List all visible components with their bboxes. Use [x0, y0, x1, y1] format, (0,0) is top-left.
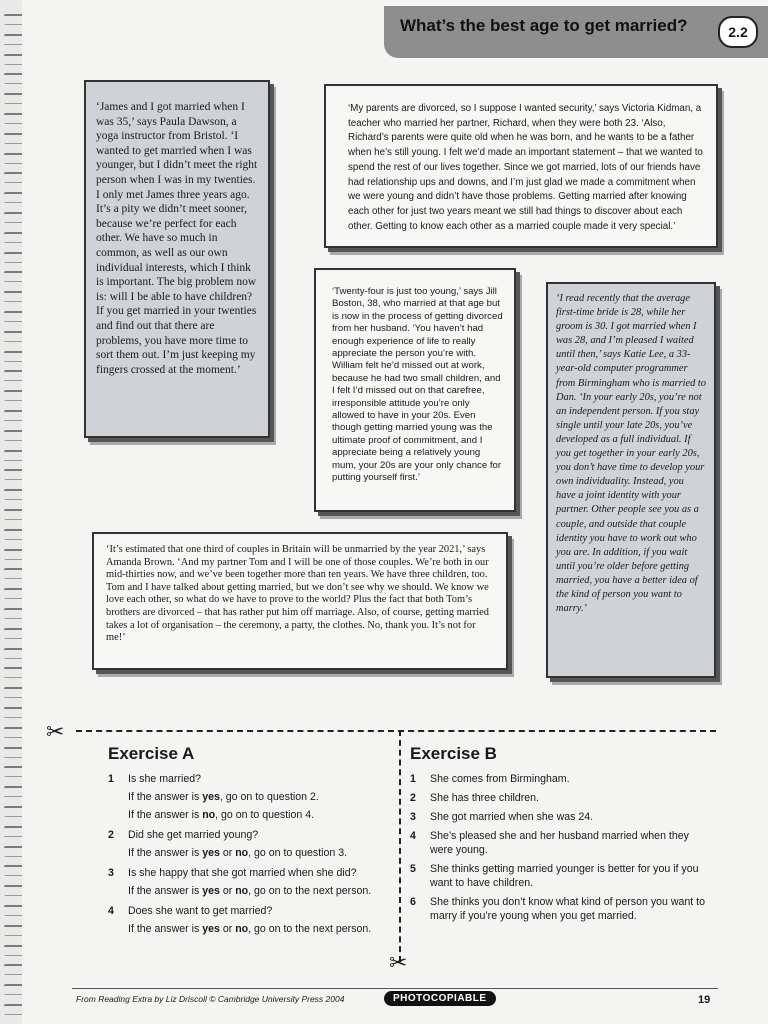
spiral-ring: [4, 331, 24, 342]
spiral-ring: [4, 192, 24, 203]
item-statement: She got married when she was 24.: [430, 811, 594, 823]
instruction-text: If the answer is: [128, 923, 203, 935]
exercise-a-title: Exercise A: [108, 744, 195, 763]
spiral-ring: [4, 351, 24, 362]
spiral-ring: [4, 806, 24, 817]
spiral-ring: [4, 153, 24, 164]
item-instruction: [128, 922, 388, 936]
spiral-ring: [4, 370, 24, 381]
spiral-ring: [4, 489, 24, 500]
cut-line-vertical: [399, 730, 401, 962]
item-number: 5: [410, 863, 416, 875]
item-number: 2: [108, 829, 114, 841]
item-question: Does she want to get married?: [128, 905, 273, 917]
item-instruction: [128, 790, 388, 804]
spiral-ring: [4, 271, 24, 282]
spiral-ring: [4, 588, 24, 599]
item-instruction: [128, 808, 388, 822]
exercise-b-item: [410, 791, 710, 805]
answer-keyword: no: [235, 885, 249, 897]
answer-keyword: yes: [202, 885, 220, 897]
spiral-ring: [4, 727, 24, 738]
scissors-icon: ✂: [389, 950, 408, 975]
photocopiable-badge: PHOTOCOPIABLE: [384, 991, 496, 1006]
exercise-b-item: [410, 829, 710, 857]
answer-keyword: no: [235, 923, 249, 935]
spiral-ring: [4, 707, 24, 718]
spiral-ring: [4, 648, 24, 659]
instruction-text: or: [219, 885, 236, 897]
spiral-ring: [4, 747, 24, 758]
instruction-text: If the answer is: [128, 791, 203, 803]
story-paula-dawson: [84, 80, 270, 438]
item-statement: She thinks getting married younger is better for you if you want to have children.: [430, 863, 699, 889]
spiral-ring: [4, 73, 24, 84]
spiral-ring: [4, 93, 24, 104]
footer-credit: From Reading Extra by Liz Driscoll © Cambridge University Press 2004: [76, 994, 345, 1004]
instruction-text: or: [219, 847, 236, 859]
story-text: ‘James and I got married when I was 35,’ says Paula Dawson, a yoga instructor from Bristol. ‘I wanted to get married when I was younger, but I didn’t meet the right person when I was in my twenties. I only met James three years ago. It’s a pity we didn’t meet sooner, because we’re perfect for each other. We have so much in common, as well as our own individual interests, which I think is important. The big problem now is: will I be able to have children? If you get married in your twenties and find out that there are problems, you have more time to sort them out. I’m just keeping my fingers crossed at the moment.’: [96, 101, 258, 376]
instruction-text: , go on to the next person.: [248, 885, 372, 897]
exercise-a: [108, 744, 388, 942]
exercise-a-item: [108, 772, 388, 822]
page-number: 19: [698, 994, 711, 1006]
exercise-b-item: [410, 810, 710, 824]
spiral-ring: [4, 34, 24, 45]
exercise-a-item: [108, 828, 388, 860]
item-question: Did she get married young?: [128, 829, 259, 841]
spiral-ring: [4, 232, 24, 243]
item-statement: She comes from Birmingham.: [430, 773, 570, 785]
spiral-ring: [4, 14, 24, 25]
spiral-ring: [4, 54, 24, 65]
story-jill-boston: [314, 268, 516, 512]
spiral-ring: [4, 885, 24, 896]
story-amanda-brown: [92, 532, 508, 670]
item-statement: She’s pleased she and her husband married when they were young.: [430, 830, 689, 856]
spiral-ring: [4, 945, 24, 956]
spiral-ring: [4, 469, 24, 480]
spiral-ring: [4, 687, 24, 698]
spiral-ring: [4, 786, 24, 797]
spiral-ring: [4, 291, 24, 302]
spiral-ring: [4, 390, 24, 401]
exercise-b-item: [410, 895, 710, 923]
story-text: ‘Twenty-four is just too young,’ says Jill Boston, 38, who married at that age but is now in the process of getting divorced from her husband. ‘You haven’t had enough experience of life to really appreciate the person you’re with. William felt he’d missed out at work, because he had two small children, and I felt I’d missed out on that carefree, irresponsible attitude you’re only allowed to have in your 20s. Even though getting married young was the ultimate proof of commitment, and I appreciate being a relatively young mum, your 20s are your only chance for putting yourself first.’: [332, 286, 503, 484]
item-number: 1: [108, 773, 114, 785]
spiral-ring: [4, 549, 24, 560]
exercise-a-list: [108, 772, 388, 936]
story-victoria-kidman: [324, 84, 718, 248]
footer-divider: [72, 988, 718, 989]
scissors-icon: ✂: [46, 719, 65, 744]
instruction-text: , go on to question 2.: [219, 791, 319, 803]
exercise-b-list: [410, 772, 710, 923]
story-katie-lee: [546, 282, 716, 678]
spiral-ring: [4, 311, 24, 322]
item-number: 4: [108, 905, 114, 917]
spiral-ring: [4, 509, 24, 520]
story-text: ‘I read recently that the average first-time bride is 28, while her groom is 30. I got married when I was 28, and I’m pleased I waited until then,’ says Katie Lee, a 33-year-old computer programmer from Birmingham who is married to Dan. ‘In your early 20s, you’re not an independent person. If you stay single until your late 20s, you’ve developed as a full individual. If you get together in your early 20s, you don’t have time to develop your own individuality. Instead, you have a joint identity with your partner. Other people see you as a couple, and outside that couple identity you have to work out who you are. In addition, if you wait until you’re older before getting married, you have a better idea of the kind of person you want to marry.’: [556, 293, 706, 615]
answer-keyword: yes: [202, 791, 220, 803]
spiral-ring: [4, 430, 24, 441]
spiral-ring: [4, 450, 24, 461]
story-text: ‘It’s estimated that one third of couples in Britain will be unmarried by the year 2021,’ says Amanda Brown. ‘And my partner Tom and I will be one of those couples. We’re both in our mid-thirties now, and we’ve been together more than ten years. We have three children, too. Tom and I have talked about getting married, but we don’t see why we should. We know we love each other, so what do we have to prove to the world? Plus the fact that both Tom’s brothers are divorced – that has rather put him off marriage. Also, of course, getting married takes a lot of organisation – the ceremony, a party, the clothes. No, thank you. It’s not for me!’: [106, 544, 489, 644]
exercise-a-item: [108, 866, 388, 898]
spiral-ring: [4, 212, 24, 223]
spiral-ring: [4, 568, 24, 579]
instruction-text: If the answer is: [128, 809, 203, 821]
spiral-ring: [4, 667, 24, 678]
spiral-ring: [4, 1004, 24, 1015]
instruction-text: or: [219, 923, 236, 935]
spiral-ring: [4, 826, 24, 837]
spiral-ring: [4, 608, 24, 619]
answer-keyword: no: [235, 847, 249, 859]
spiral-ring: [4, 529, 24, 540]
instruction-text: , go on to the next person.: [248, 923, 372, 935]
instruction-text: , go on to question 4.: [215, 809, 315, 821]
item-question: Is she married?: [128, 773, 202, 785]
exercise-a-item: [108, 904, 388, 936]
spiral-ring: [4, 925, 24, 936]
item-instruction: [128, 884, 388, 898]
spiral-ring: [4, 252, 24, 263]
story-text: ‘My parents are divorced, so I suppose I wanted security,’ says Victoria Kidman, a teacher who married her partner, Richard, when they were both 23. ‘Also, Richard’s parents were quite old when he was born, and he wants to be a father when he’s still young. I felt we’d made an important statement – that we wanted to spend the rest of our lives together. Since we got married, lots of our friends have had relationship ups and downs, and I’m just glad we made a commitment when we were young and didn’t have those problems. Getting married after knowing each other for just two years meant we still had things to discover about each other. Getting to know each other as a married couple made it very special.’: [348, 103, 703, 232]
spiral-ring: [4, 846, 24, 857]
cut-line-horizontal: [76, 730, 716, 732]
item-number: 2: [410, 792, 416, 804]
spiral-ring: [4, 628, 24, 639]
exercise-b-title: Exercise B: [410, 744, 497, 763]
instruction-text: , go on to question 3.: [248, 847, 348, 859]
item-number: 3: [108, 867, 114, 879]
instruction-text: If the answer is: [128, 885, 203, 897]
spiral-ring: [4, 113, 24, 124]
item-number: 1: [410, 773, 416, 785]
item-instruction: [128, 846, 388, 860]
unit-badge: 2.2: [718, 16, 758, 48]
spiral-ring: [4, 410, 24, 421]
spiral-ring: [4, 766, 24, 777]
item-number: 3: [410, 811, 416, 823]
spiral-ring: [4, 865, 24, 876]
page-title: What’s the best age to get married?: [400, 16, 688, 35]
answer-keyword: yes: [202, 923, 220, 935]
item-question: Is she happy that she got married when she did?: [128, 867, 357, 879]
item-statement: She thinks you don’t know what kind of person you want to marry if you’re young when you get married.: [430, 896, 706, 922]
answer-keyword: yes: [202, 847, 220, 859]
spiral-ring: [4, 133, 24, 144]
item-number: 4: [410, 830, 416, 842]
item-statement: She has three children.: [430, 792, 539, 804]
spiral-ring: [4, 905, 24, 916]
answer-keyword: no: [202, 809, 216, 821]
exercise-b-item: [410, 772, 710, 786]
item-number: 6: [410, 896, 416, 908]
exercise-b: [410, 744, 710, 928]
exercise-b-item: [410, 862, 710, 890]
spiral-ring: [4, 172, 24, 183]
instruction-text: If the answer is: [128, 847, 203, 859]
spiral-ring: [4, 984, 24, 995]
spiral-ring: [4, 964, 24, 975]
